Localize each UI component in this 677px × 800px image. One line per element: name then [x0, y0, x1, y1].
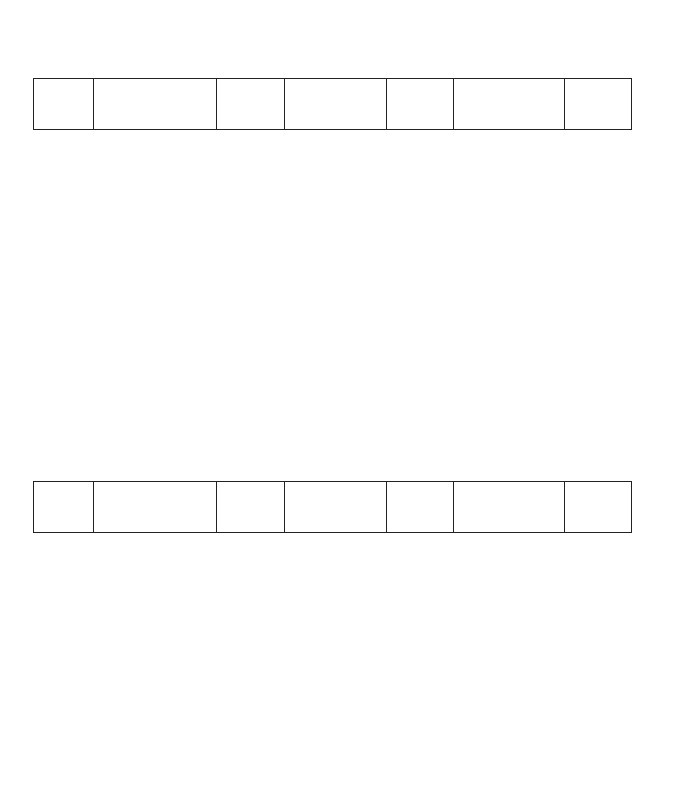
header-english-hw	[454, 79, 565, 130]
grade4-table	[33, 481, 632, 533]
header-math-hw	[285, 482, 387, 533]
header-english-hw	[454, 482, 565, 533]
header-teacher	[387, 482, 454, 533]
header-teacher	[217, 79, 285, 130]
grade-label	[34, 79, 94, 130]
header-chinese-hw	[94, 79, 217, 130]
table-header-row	[34, 79, 632, 130]
header-teacher	[565, 482, 632, 533]
header-teacher	[387, 79, 454, 130]
header-chinese-hw	[94, 482, 217, 533]
header-math-hw	[285, 79, 387, 130]
header-teacher	[565, 79, 632, 130]
grade3-table	[33, 78, 632, 130]
table-header-row	[34, 482, 632, 533]
school-logo	[378, 744, 677, 746]
grade-label	[34, 482, 94, 533]
header-teacher	[217, 482, 285, 533]
